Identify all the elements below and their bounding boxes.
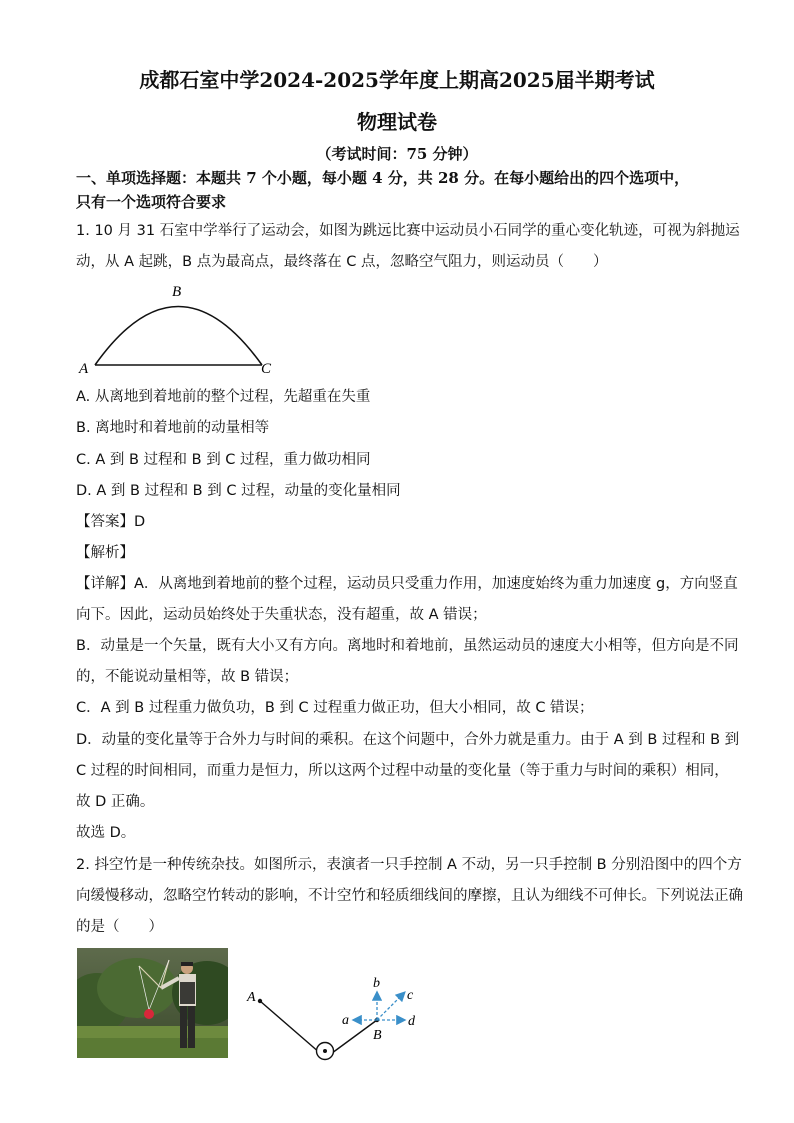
- q1-explanation-line: C．A 到 B 过程重力做负功，B 到 C 过程重力做正功，但大小相同，故 C 错误；: [76, 700, 594, 716]
- q1-analysis-title: 【解析】: [76, 545, 134, 561]
- q1-explanation-line: C 过程的时间相同，而重力是恒力，所以这两个过程中动量的变化量（等于重力与时间的乘积）相同，: [76, 763, 729, 779]
- diabolo-center: [323, 1049, 327, 1053]
- label-point-b: B: [172, 284, 182, 300]
- q2-diabolo-diagram: [240, 968, 430, 1068]
- label-c-lower: c: [407, 988, 414, 1003]
- q2-stem-line2: 向缓慢移动，忽略空竹转动的影响，不计空竹和轻质细线间的摩擦，且认为细线不可伸长。下列说法正确: [76, 888, 743, 904]
- q1-explanation-line: 的，不能说动量相等，故 B 错误；: [76, 669, 299, 685]
- q1-explanation-line: 故 D 正确。: [76, 794, 155, 810]
- q1-explanation-line: B．动量是一个矢量，既有大小又有方向。离地时和着地前，虽然运动员的速度大小相等，但方向是不同: [76, 638, 739, 654]
- diabolo-performer-photo: [77, 948, 228, 1058]
- q1-explanation-line: 【详解】A．从离地到着地前的整个过程，运动员只受重力作用，加速度始终为重力加速度 g，方向竖直: [76, 576, 738, 592]
- string-left: [260, 1001, 320, 1053]
- arrow-c: [377, 993, 404, 1020]
- label-point-c: C: [261, 361, 272, 377]
- label-a-lower: a: [342, 1013, 349, 1028]
- label-b-lower: b: [373, 976, 380, 991]
- q1-stem-line1: 1. 10 月 31 石室中学举行了运动会，如图为跳远比赛中运动员小石同学的重心变化轨迹，可视为斜抛运: [76, 223, 740, 239]
- q1-option-b: B. 离地时和着地前的动量相等: [76, 420, 270, 436]
- q1-option-c: C. A 到 B 过程和 B 到 C 过程，重力做功相同: [76, 452, 371, 468]
- exam-title: 成都石室中学2024-2025学年度上期高2025届半期考试: [139, 68, 655, 92]
- q2-stem-line3: 的是（ ）: [76, 919, 163, 935]
- string-right: [328, 1020, 377, 1056]
- q1-explanation-line: D．动量的变化量等于合外力与时间的乘积。在这个问题中，合外力就是重力。由于 A 到 B 过程和 B 到: [76, 732, 740, 748]
- trajectory-curve: [95, 307, 262, 366]
- section-heading-line2: 只有一个选项符合要求: [76, 193, 227, 211]
- q1-answer: 【答案】D: [76, 514, 146, 530]
- q1-option-d: D. A 到 B 过程和 B 到 C 过程，动量的变化量相同: [76, 483, 401, 499]
- exam-subtitle: 物理试卷: [357, 110, 437, 134]
- label-a-upper: A: [247, 990, 256, 1005]
- exam-time-note: （考试时间：75 分钟）: [316, 145, 478, 163]
- point-a-dot: [258, 999, 262, 1003]
- q1-stem-line2: 动，从 A 起跳，B 点为最高点，最终落在 C 点，忽略空气阻力，则运动员（ ）: [76, 254, 608, 270]
- q2-stem-line1: 2. 抖空竹是一种传统杂技。如图所示，表演者一只手控制 A 不动，另一只手控制 B 分别沿图中的四个方: [76, 857, 742, 873]
- label-b-upper: B: [373, 1028, 382, 1043]
- label-point-a: A: [79, 361, 89, 377]
- q1-explanation-line: 向下。因此，运动员始终处于失重状态，没有超重，故 A 错误；: [76, 607, 487, 623]
- section-heading-line1: 一、单项选择题：本题共 7 个小题，每小题 4 分，共 28 分。在每小题给出的四个选项中，: [76, 169, 690, 187]
- label-d-lower: d: [408, 1014, 415, 1029]
- q1-option-a: A. 从离地到着地前的整个过程，先超重在失重: [76, 389, 371, 405]
- q1-trajectory-figure: [78, 278, 278, 378]
- q1-explanation-line: 故选 D。: [76, 825, 136, 841]
